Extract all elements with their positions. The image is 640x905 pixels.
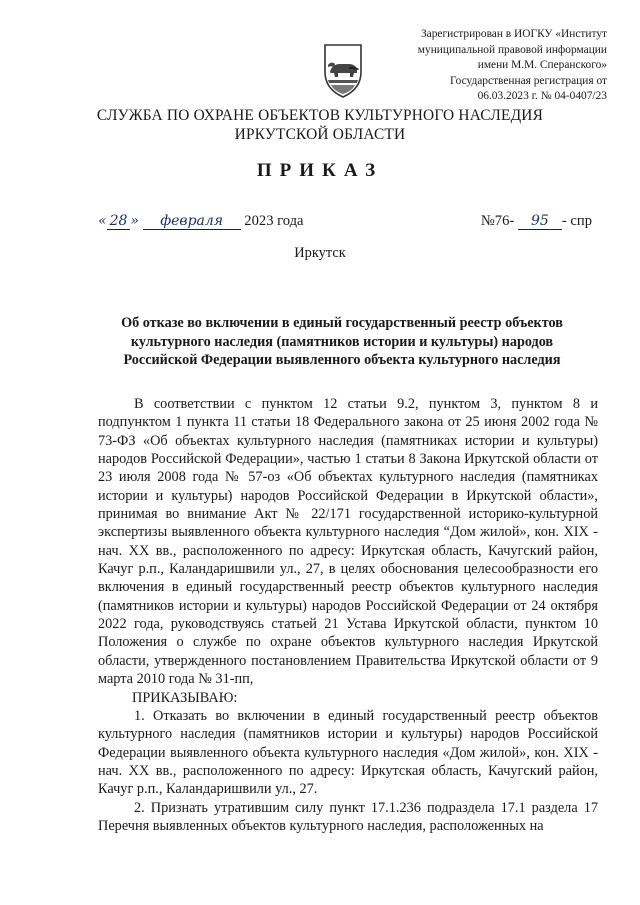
date-year: 2023 года xyxy=(244,213,304,229)
registration-stamp xyxy=(387,27,607,105)
coat-of-arms-icon xyxy=(319,42,367,100)
order-item-1: 1. Отказать во включении в единый государственный реестр объектов культурного наследия (памятников истории и культуры) народов Российской Федерации выявленного объекта культурного наследия «Дом жилой», кон. XIX - нач. XX вв., расположенного по адресу: Иркутская область, Качугский район, Качуг р.п., Каландаришвили ул., 27. xyxy=(98,707,598,798)
order-number xyxy=(481,213,592,230)
order-date xyxy=(98,213,304,230)
subject-line: Об отказе во включении в единый государственный реестр объектов xyxy=(121,315,563,331)
subject-line: Российской Федерации выявленного объекта культурного наследия xyxy=(123,352,561,368)
date-close-quote: » xyxy=(130,213,139,229)
document-type-title: ПРИКАЗ xyxy=(256,160,384,181)
registration-line: 06.03.2023 г. № 04-0407/23 xyxy=(477,90,607,103)
order-keyword: ПРИКАЗЫВАЮ: xyxy=(132,689,238,706)
handwritten-number: 95 xyxy=(518,213,562,230)
agency-name-line2: ИРКУТСКОЙ ОБЛАСТИ xyxy=(234,126,406,143)
number-prefix: №76- xyxy=(480,213,515,229)
registration-line: имени М.М. Сперанского» xyxy=(477,59,607,72)
handwritten-day: 28 xyxy=(107,213,131,230)
registration-line: муниципальной правовой информации xyxy=(417,43,607,56)
handwritten-month: февраля xyxy=(143,213,241,230)
order-item-2: 2. Признать утратившим силу пункт 17.1.236 подраздела 17.1 раздела 17 Перечня выявленных объектов культурного наследия, расположенных на xyxy=(98,799,598,834)
registration-line: Зарегистрирован в ИОГКУ «Институт xyxy=(420,28,607,40)
number-suffix: - спр xyxy=(561,213,592,229)
order-subject xyxy=(98,314,586,370)
city-name: Иркутск xyxy=(294,245,346,261)
preamble-paragraph: В соответствии с пунктом 12 статьи 9.2, пунктом 3, пунктом 8 и подпунктом 1 пункта 11 статьи 18 Федерального закона от 25 июня 2002 года № 73-ФЗ «Об объектах культурного наследия (памятниках истории и культуры) народов Российской Федерации», частью 1 статьи 8 Закона Иркутской области от 23 июля 2008 года № 57-оз «Об объектах культурного наследия (памятниках истории и культуры) народов Российской Федерации в Иркутской области», принимая во внимание Акт № 22/171 государственной историко-культурной экспертизы выявленного объекта культурного наследия “Дом жилой», кон. XIX - нач. XX вв., расположенного по адресу: Иркутская область, Качугский район, Качуг р.п., Каландаришвили ул., 27, в целях обоснования целесообразности его включения в единый государственный реестр объектов культурного наследия (памятников истории и культуры) народов Российской Федерации от 24 октября 2022 года, руководствуясь статьей 21 Устава Иркутской области, пунктом 10 Положения о службе по охране объектов культурного наследия Иркутской области, утвержденного постановлением Правительства Иркутской области от 9 марта 2010 года № 31-пп, xyxy=(98,396,598,688)
subject-line: культурного наследия (памятников истории и культуры) народов xyxy=(130,333,554,350)
order-body xyxy=(98,395,598,835)
date-open-quote: « xyxy=(98,213,107,229)
agency-name-line1: СЛУЖБА ПО ОХРАНЕ ОБЪЕКТОВ КУЛЬТУРНОГО НАСЛЕДИЯ xyxy=(96,107,544,124)
registration-line: Государственная регистрация от xyxy=(450,74,607,87)
